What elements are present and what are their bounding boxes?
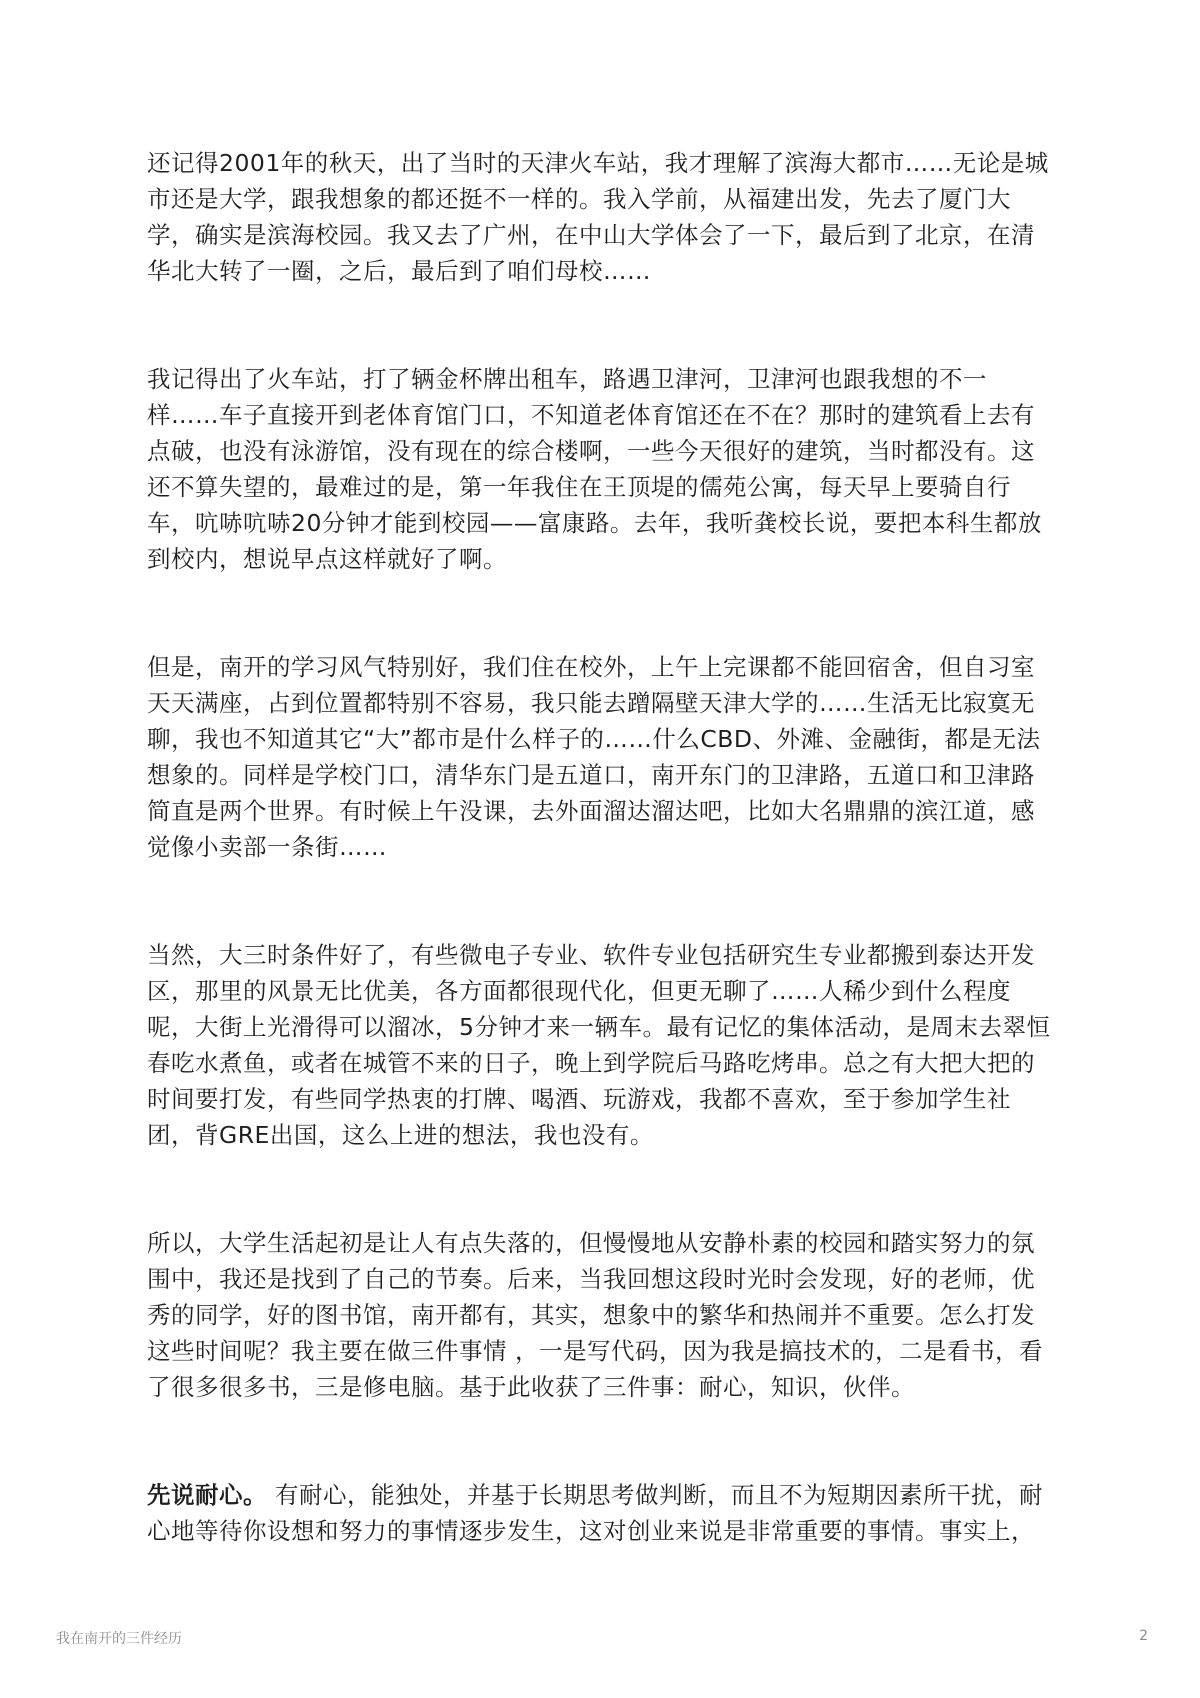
paragraph-6-text: 有耐心，能独处，并基于长期思考做判断，而且不为短期因素所干扰，耐心地等待你设想和努力的事情逐步发生，这对创业来说是非常重要的事情。事实上， — [147, 1481, 1043, 1545]
paragraph-5: 所以，大学生活起初是让人有点失落的，但慢慢地从安静朴素的校园和踏实努力的氛围中，我还是找到了自己的节奏。后来，当我回想这段时光时会发现，好的老师，优秀的同学，好的图书馆，南开都有，其实，想象中的繁华和热闹并不重要。怎么打发这些时间呢？我主要在做三件事情 ，一是写代码，因为我是搞技术的，二是看书，看了很多很多书，三是修电脑。基于此收获了三件事：耐心，知识，伙伴。 — [147, 1229, 1043, 1401]
paragraph-6 — [147, 1477, 1052, 1549]
footer-document-title: 我在南开的三件经历 — [56, 1631, 182, 1647]
body-text — [147, 145, 1052, 1549]
paragraph-4: 当然，大三时条件好了，有些微电子专业、软件专业包括研究生专业都搬到泰达开发区，那里的风景无比优美，各方面都很现代化，但更无聊了……人稀少到什么程度呢，大街上光滑得可以溜冰，5分钟才来一辆车。最有记忆的集体活动，是周末去翠恒春吃水煮鱼，或者在城管不来的日子，晚上到学院后马路吃烤串。总之有大把大把的时间要打发，有些同学热衷的打牌、喝酒、玩游戏，我都不喜欢，至于参加学生社团，背GRE出国，这么上进的想法，我也没有。 — [147, 941, 1051, 1149]
paragraph-3: 但是，南开的学习风气特别好，我们住在校外，上午上完课都不能回宿舍，但自习室天天满座，占到位置都特别不容易，我只能去蹭隔壁天津大学的……生活无比寂寞无聊，我也不知道其它“大”都市是什么样子的……什么CBD、外滩、金融街，都是无法想象的。同样是学校门口，清华东门是五道口，南开东门的卫津路，五道口和卫津路简直是两个世界。有时候上午没课，去外面溜达溜达吧，比如大名鼎鼎的滨江道，感觉像小卖部一条街…… — [147, 653, 1041, 861]
paragraph-2: 我记得出了火车站，打了辆金杯牌出租车，路遇卫津河，卫津河也跟我想的不一样……车子直接开到老体育馆门口，不知道老体育馆还在不在？那时的建筑看上去有点破，也没有泳游馆，没有现在的综合楼啊，一些今天很好的建筑，当时都没有。这还不算失望的，最难过的是，第一年我住在王顶堤的儒苑公寓，每天早上要骑自行车，吭哧吭哧20分钟才能到校园——富康路。去年，我听龚校长说，要把本科生都放到校内，想说早点这样就好了啊。 — [147, 365, 1042, 573]
footer-page-number: 2 — [1139, 1628, 1148, 1644]
paragraph-6-lead: 先说耐心。 — [147, 1481, 267, 1509]
paragraph-1: 还记得2001年的秋天，出了当时的天津火车站，我才理解了滨海大都市……无论是城市还是大学，跟我想象的都还挺不一样的。我入学前，从福建出发，先去了厦门大学，确实是滨海校园。我又去了广州，在中山大学体会了一下，最后到了北京，在清华北大转了一圈，之后，最后到了咱们母校…… — [147, 149, 1049, 285]
